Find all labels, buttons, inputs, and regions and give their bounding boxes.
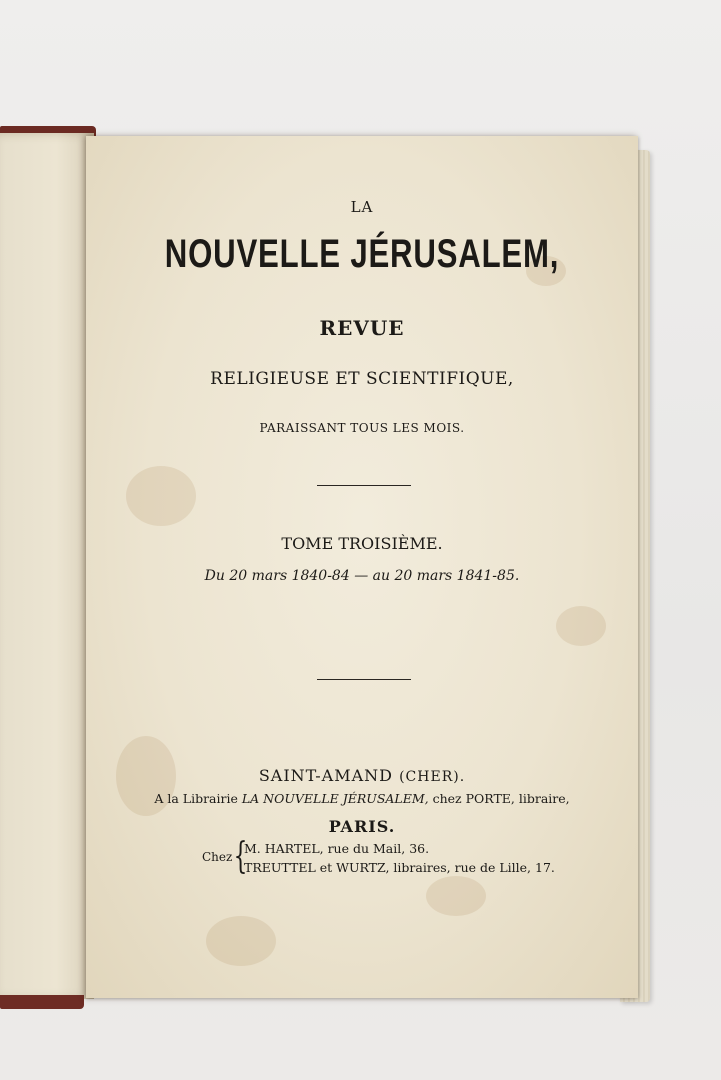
librairie-suffix: chez PORTE, libraire,	[432, 791, 570, 806]
subtitle: RELIGIEUSE ET SCIENTIFIQUE,	[210, 369, 514, 389]
divider-rule	[317, 485, 411, 486]
date-range: Du 20 mars 1840-84 — au 20 mars 1841-85.	[204, 568, 520, 584]
foxing-spot	[126, 466, 196, 526]
left-page	[0, 133, 94, 999]
title-article: LA	[350, 198, 374, 216]
imprint-paris: PARIS.	[328, 817, 396, 836]
librairie-name: LA NOUVELLE JÉRUSALEM,	[241, 791, 429, 806]
volume-label: TOME TROISIÈME.	[281, 534, 443, 553]
frequency-note: PARAISSANT TOUS LES MOIS.	[259, 421, 465, 435]
chez-label: Chez	[202, 850, 233, 864]
revue-label: REVUE	[319, 316, 405, 340]
book-cover-bottom-edge	[0, 995, 84, 1009]
divider-rule	[317, 679, 411, 680]
page-title: NOUVELLE JÉRUSALEM,	[164, 232, 560, 276]
city-name: SAINT-AMAND	[258, 766, 393, 785]
title-page	[86, 136, 638, 998]
imprint-city	[86, 766, 638, 785]
librairie-prefix: A la Librairie	[154, 791, 238, 806]
foxing-spot	[426, 876, 486, 916]
foxing-spot	[556, 606, 606, 646]
city-department: (CHER).	[399, 769, 466, 785]
seller-line: M. HARTEL, rue du Mail, 36.	[244, 841, 430, 856]
foxing-spot	[206, 916, 276, 966]
seller-line: TREUTTEL et WURTZ, libraires, rue de Lille, 17.	[244, 860, 555, 875]
brace-glyph: {	[233, 836, 248, 877]
imprint-librairie	[86, 791, 638, 806]
